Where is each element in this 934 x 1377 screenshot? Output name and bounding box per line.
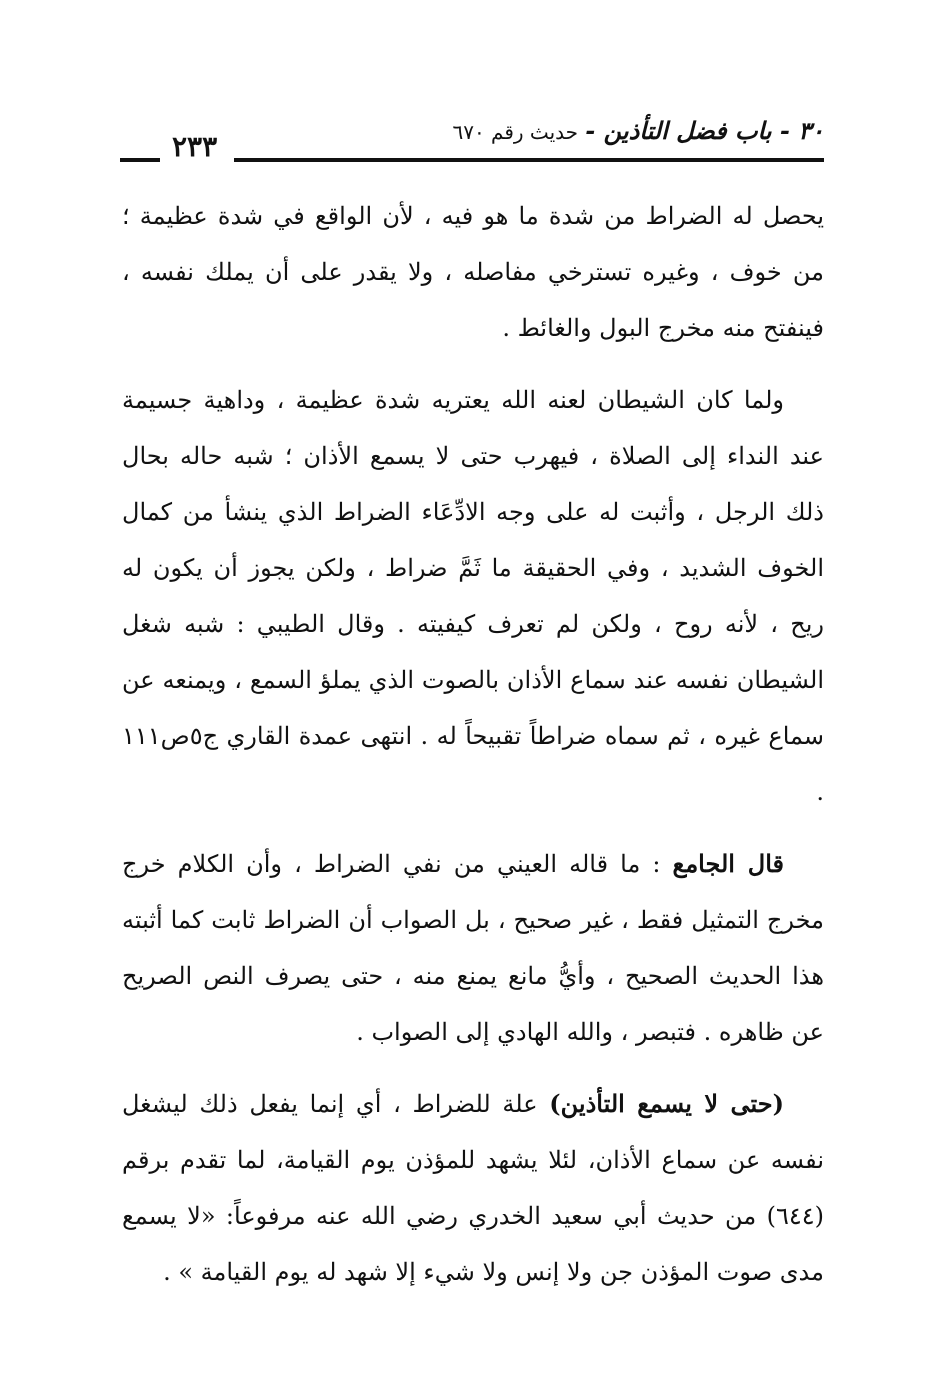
paragraph-3 <box>122 836 824 1060</box>
paragraph-2: ولما كان الشيطان لعنه الله يعتريه شدة عظيمة ، وداهية جسيمة عند النداء إلى الصلاة ، فيهرب حتى لا يسمع الأذان ؛ شبه حاله بحال ذلك الرجل ، وأثبت له على وجه الادِّعَاء الضراط الذي ينشأ من كمال الخوف الشديد ، وفي الحقيقة ما ثَمَّ ضراط ، ولكن يجوز أن يكون له ريح ، لأنه روح ، ولكن لم تعرف كيفيته . وقال الطيبي : شبه شغل الشيطان نفسه عند سماع الأذان بالصوت الذي يملؤ السمع ، ويمنعه عن سماع غيره ، ثم سماه ضراطاً تقبيحاً له . انتهى عمدة القاري ج٥ص١١١ . <box>122 386 824 806</box>
paragraph-4-lead: (حتى لا يسمع التأذين) <box>549 1089 784 1118</box>
paragraph-4 <box>122 1076 824 1300</box>
page-header <box>120 116 824 164</box>
paragraph-1: يحصل له الضراط من شدة ما هو فيه ، لأن الواقع في شدة عظيمة ؛ من خوف ، وغيره تسترخي مفاصله ، ولا يقدر على أن يملك نفسه ، فينفتح منه مخرج البول والغائط . <box>122 202 825 342</box>
paragraph-3-lead: قال الجامع <box>672 849 784 878</box>
header-rule <box>234 158 824 162</box>
paragraph-4-text: علة للضراط ، أي إنما يفعل ذلك ليشغل نفسه عن سماع الأذان، لئلا يشهد للمؤذن يوم القيامة، لما تقدم برقم (٦٤٤) من حديث أبي سعيد الخدري رضي الله عنه مرفوعاً: «لا يسمع مدى صوت المؤذن جن ولا إنس ولا شيء إلا شهد له يوم القيامة » . <box>122 1090 824 1286</box>
chapter-title: ٣٠ - باب فضل التأذين - <box>585 116 824 145</box>
paragraph-3-text: : ما قاله العيني من نفي الضراط ، وأن الكلام خرج مخرج التمثيل فقط ، غير صحيح ، بل الصواب أن الضراط ثابت كما أثبته هذا الحديث الصحيح ، وأيُّ مانع يمنع منه ، حتى يصرف النص الصريح عن ظاهره . فتبصر ، والله الهادي إلى الصواب . <box>122 850 824 1046</box>
body-text <box>122 188 824 1316</box>
hadith-number: حديث رقم ٦٧٠ <box>452 120 578 144</box>
page-number: ٢٣٣ <box>172 130 218 163</box>
header-rule-short <box>120 158 160 162</box>
